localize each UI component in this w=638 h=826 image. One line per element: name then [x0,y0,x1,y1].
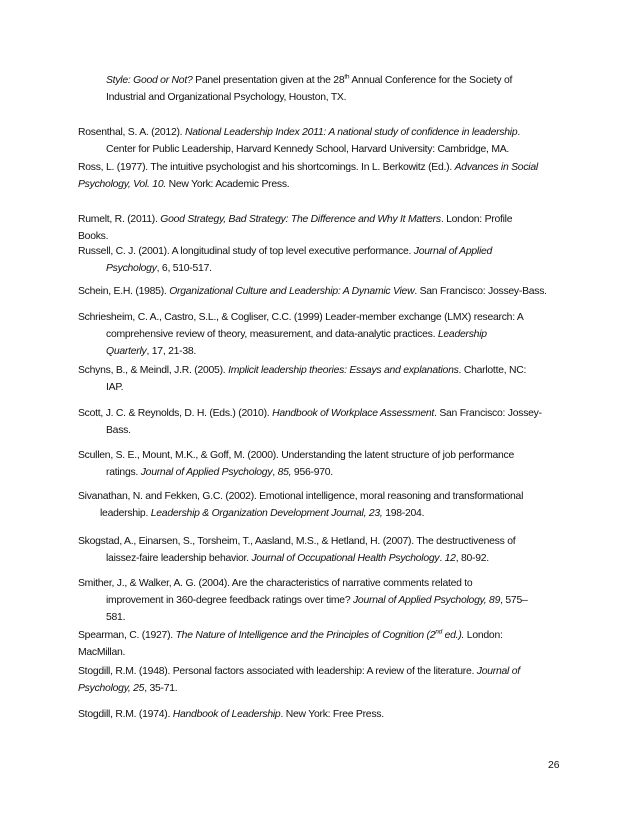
italic-text: 12 [444,553,456,564]
reference-entry [78,124,578,158]
reference-line [78,592,578,609]
reference-entry [78,488,578,522]
reference-text: . Charlotte, NC: [458,365,527,376]
reference-text: , 80-92. [455,553,489,564]
reference-text: , 17, 21-38. [146,346,197,357]
reference-line [78,627,578,644]
reference-line [78,550,578,567]
reference-text: th [344,73,350,81]
reference-text: Spearman, C. (1927). [78,630,176,641]
italic-text: Advances in Social [454,162,538,173]
reference-line [78,575,578,592]
reference-text: Skogstad, A., Einarsen, S., Torsheim, T., Aasland, M.S., & Hetland, H. (2007). The destructiveness of [78,536,516,547]
reference-text: leadership. [100,508,151,519]
italic-text: Psychology, 25 [78,683,145,694]
page-number: 26 [548,760,560,771]
reference-line [78,72,578,89]
reference-text: IAP. [106,382,124,393]
reference-entry [78,447,578,481]
italic-text: Leadership & Organization Development Journal, 23, [150,508,383,519]
reference-text: Rumelt, R. (2011). [78,214,161,225]
reference-text: , 575– [500,595,528,606]
reference-entry [78,663,578,697]
italic-text: Leadership [437,329,487,340]
reference-text: , 35-71. [144,683,178,694]
reference-text: Books. [78,231,109,242]
italic-text: Handbook of Leadership [172,709,281,720]
reference-line [78,447,578,464]
reference-line [78,343,578,360]
italic-text: Quarterly [106,346,147,357]
reference-line [78,405,578,422]
italic-text: Journal of Occupational Health Psychology [251,553,440,564]
reference-entry [78,533,578,567]
reference-entry [78,211,578,245]
italic-text: Journal of Applied [413,246,493,257]
reference-text: . [517,127,521,138]
reference-text: Rosenthal, S. A. (2012). [78,127,185,138]
reference-line [78,141,578,158]
italic-text: Implicit leadership theories: Essays and explanations [228,365,459,376]
italic-text: Organizational Culture and Leadership: A Dynamic View [169,286,415,297]
reference-entry [78,309,578,360]
reference-line [78,422,578,439]
italic-text: Journal of Applied Psychology [140,467,273,478]
reference-line [78,505,578,522]
reference-text: Schyns, B., & Meindl, J.R. (2005). [78,365,229,376]
reference-text: . San Francisco: Jossey- [434,408,542,419]
reference-entry [78,243,578,277]
italic-text: nd [435,628,442,636]
reference-text: Schriesheim, C. A., Castro, S.L., & Cogliser, C.C. (1999) Leader-member exchange (LMX) research: A [78,312,524,323]
reference-text: Sivanathan, N. and Fekken, G.C. (2002). Emotional intelligence, moral reasoning and transformational [78,491,524,502]
reference-line [78,464,578,481]
italic-text: The Nature of Intelligence and the Principles of Cognition (2 [175,630,436,641]
reference-line [78,159,578,176]
reference-text: New York: Academic Press. [166,179,290,190]
reference-text: 581. [106,612,126,623]
italic-text: Journal of Applied Psychology, 89 [352,595,501,606]
italic-text: Handbook of Workplace Assessment [272,408,435,419]
reference-text: Annual Conference for the Society of [349,75,513,86]
reference-entry [78,159,578,193]
reference-text: MacMillan. [78,647,126,658]
reference-line [78,326,578,343]
reference-line [78,663,578,680]
reference-text: , 6, 510-517. [156,263,212,274]
reference-text: Scullen, S. E., Mount, M.K., & Goff, M. (2000). Understanding the latent structure of job performance [78,450,515,461]
reference-entry [78,283,578,300]
reference-text: . [439,553,445,564]
reference-text: comprehensive review of theory, measurement, and data-analytic practices. [106,329,438,340]
reference-line [78,283,578,300]
italic-text: Style: Good or Not? [106,75,193,86]
reference-entry [78,627,578,661]
reference-entry [78,72,578,106]
italic-text: Good Strategy, Bad Strategy: The Difference and Why It Matters [160,214,441,225]
reference-text: 198-204. [382,508,425,519]
reference-line [78,362,578,379]
reference-text: . London: Profile [440,214,513,225]
reference-text: Bass. [106,425,131,436]
reference-text: Stogdill, R.M. (1948). Personal factors associated with leadership: A review of the literature. [78,666,477,677]
reference-entry [78,706,578,723]
reference-text: , [272,467,278,478]
reference-line [78,379,578,396]
reference-text: London: [464,630,503,641]
reference-line [78,644,578,661]
reference-text: Russell, C. J. (2001). A longitudinal study of top level executive performance. [78,246,414,257]
reference-line [78,89,578,106]
reference-text: laissez-faire leadership behavior. [106,553,252,564]
reference-text: Center for Public Leadership, Harvard Kennedy School, Harvard University: Cambridge, MA. [106,144,510,155]
italic-text: Journal of [476,666,520,677]
reference-text: Panel presentation given at the 28 [192,75,345,86]
reference-text: Ross, L. (1977). The intuitive psychologist and his shortcomings. In L. Berkowitz (Ed.). [78,162,455,173]
reference-text: Industrial and Organizational Psychology, Houston, TX. [106,92,347,103]
italic-text: Psychology, Vol. 10. [78,179,166,190]
reference-text: ratings. [106,467,141,478]
reference-line [78,533,578,550]
italic-text: Psychology [106,263,157,274]
reference-text: . San Francisco: Jossey-Bass. [414,286,547,297]
reference-text: 956-970. [291,467,333,478]
reference-line [78,309,578,326]
italic-text: ed.). [441,630,465,641]
reference-entry [78,362,578,396]
reference-entry [78,575,578,626]
reference-line [78,260,578,277]
reference-text: Scott, J. C. & Reynolds, D. H. (Eds.) (2010). [78,408,273,419]
reference-line [78,243,578,260]
reference-text: Smither, J., & Walker, A. G. (2004). Are the characteristics of narrative comments related to [78,578,473,589]
italic-text: National Leadership Index 2011: A national study of confidence in leadership [184,127,518,138]
reference-line [78,609,578,626]
reference-line [78,124,578,141]
reference-line [78,211,578,228]
reference-entry [78,405,578,439]
italic-text: 85, [277,467,292,478]
reference-line [78,176,578,193]
reference-line [78,488,578,505]
reference-text: . New York: Free Press. [280,709,384,720]
reference-line [78,680,578,697]
reference-text: Schein, E.H. (1985). [78,286,170,297]
reference-text: Stogdill, R.M. (1974). [78,709,173,720]
reference-line [78,706,578,723]
reference-text: improvement in 360-degree feedback ratings over time? [106,595,353,606]
